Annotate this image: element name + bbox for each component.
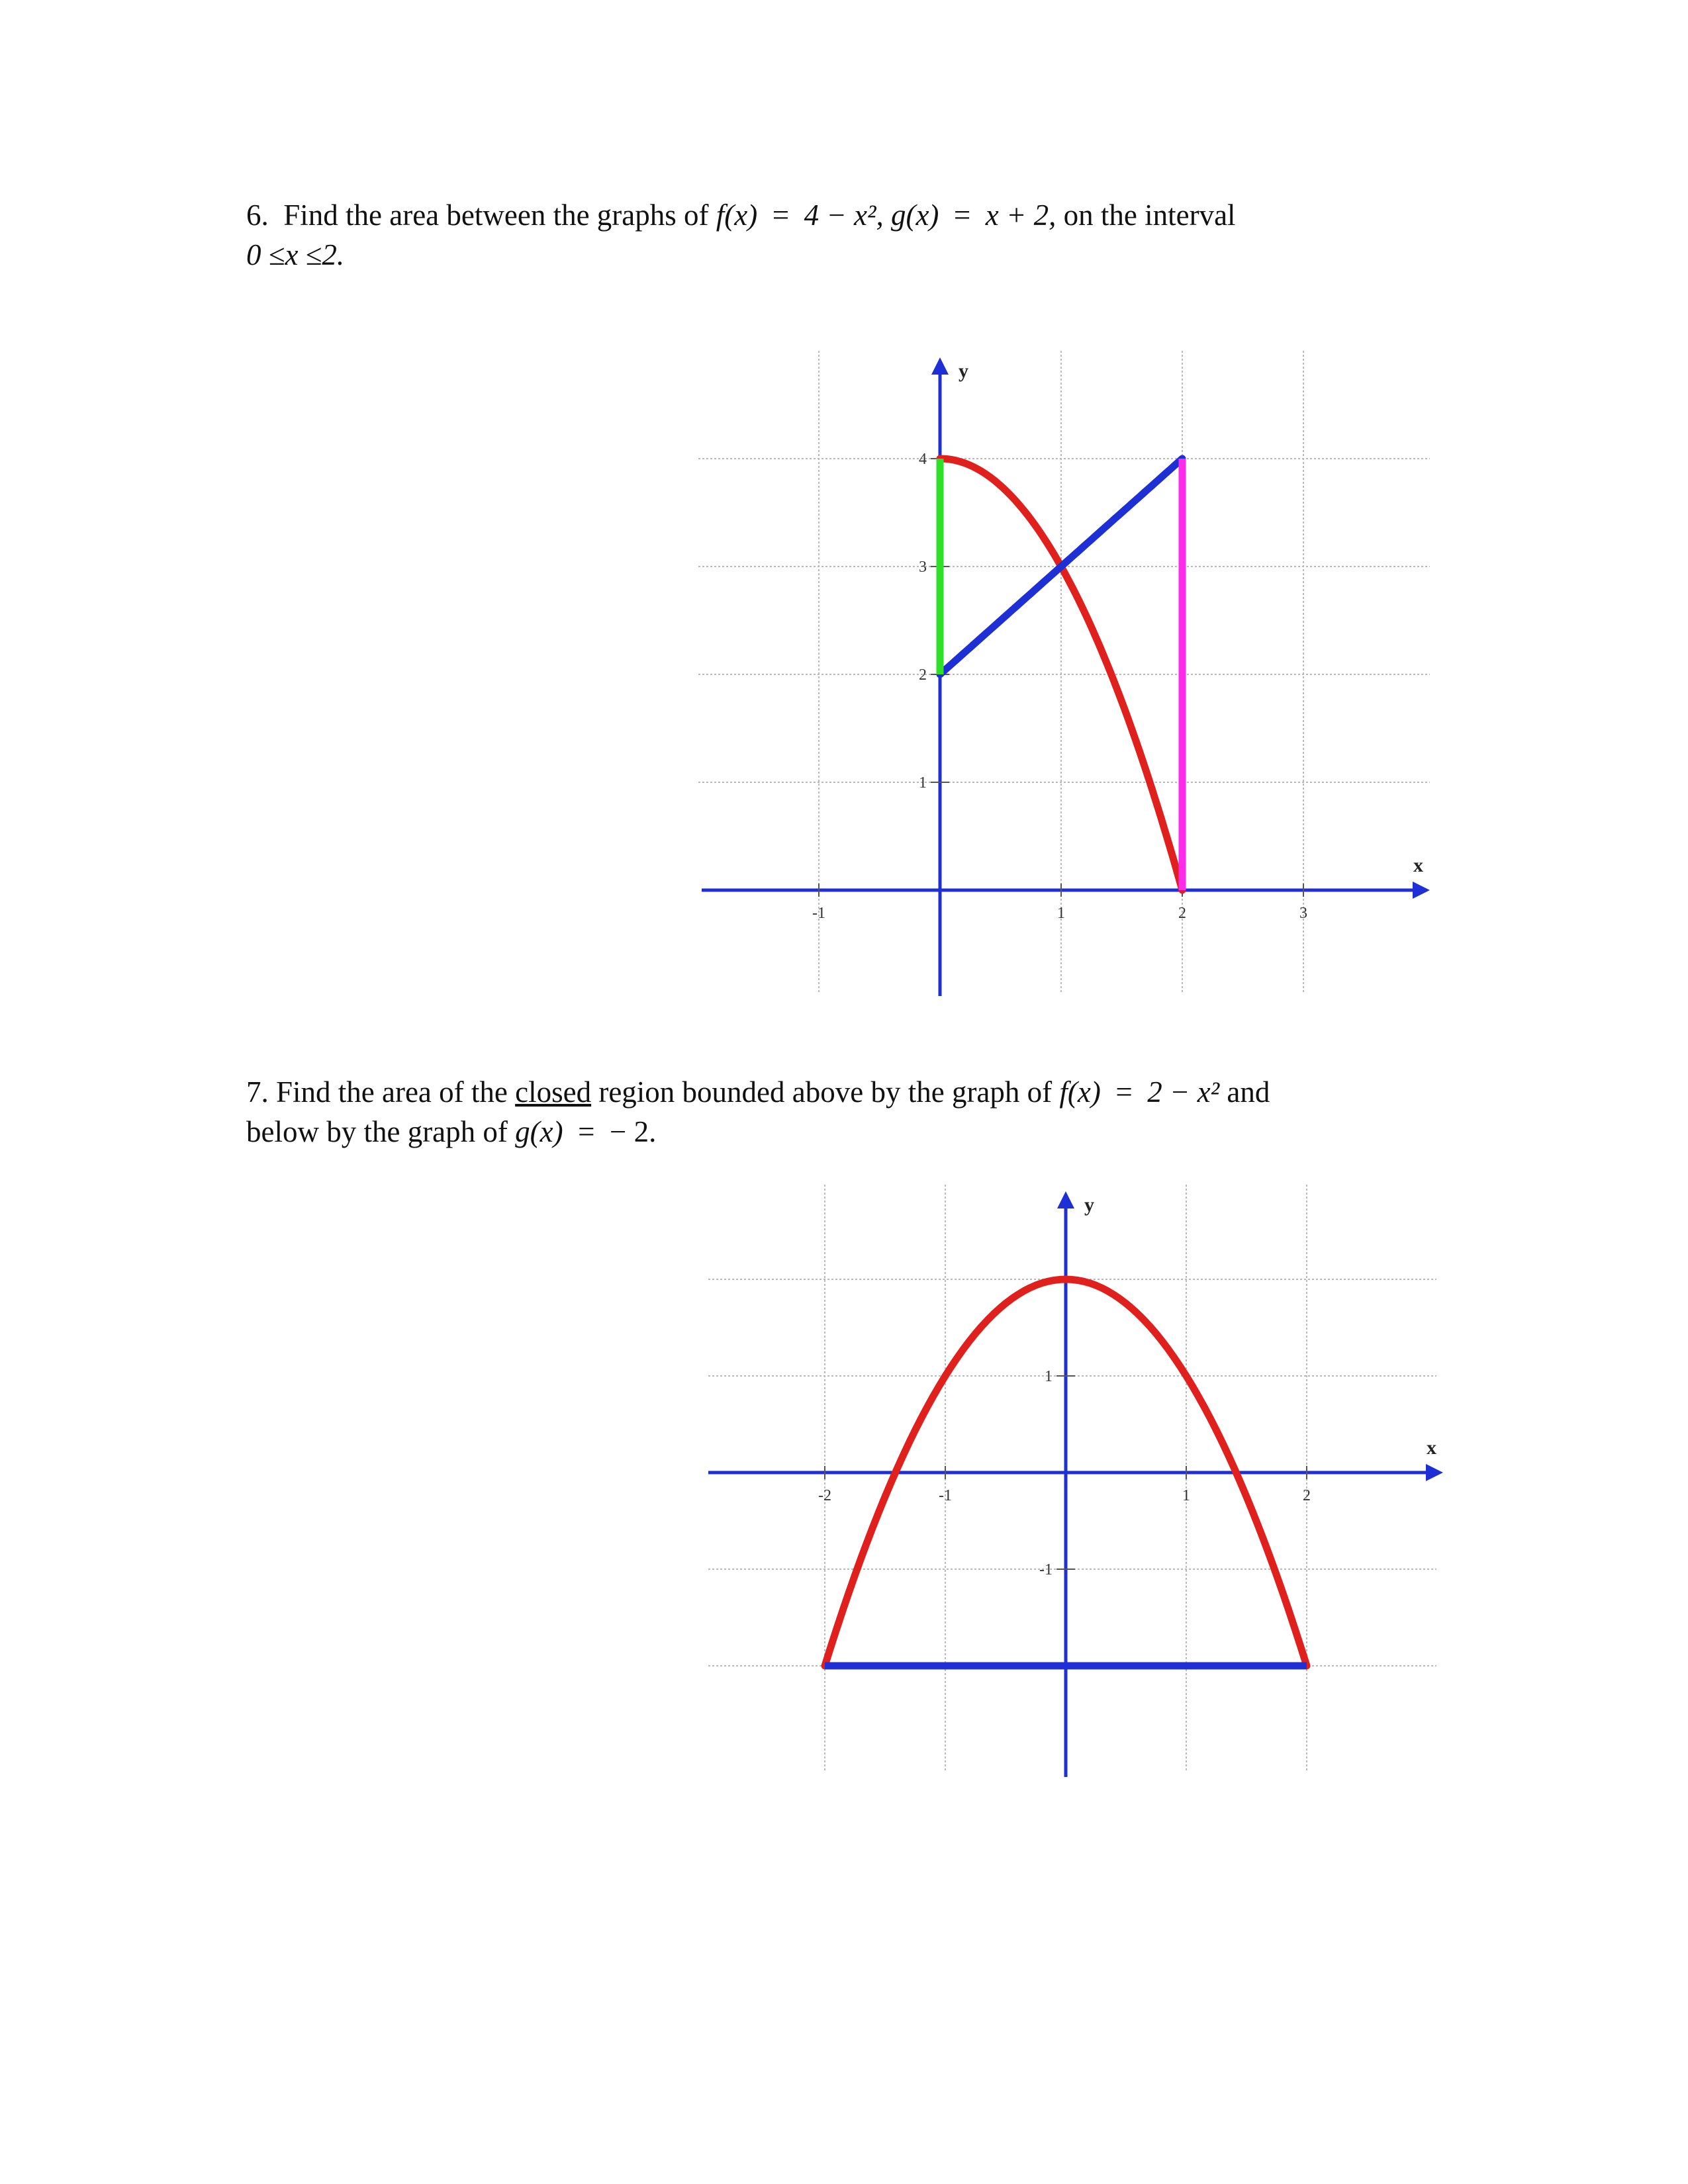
equals-sign: = (772, 199, 790, 232)
x-tick-label: 1 (1182, 1487, 1190, 1504)
f-name: f(x) (1059, 1075, 1101, 1109)
y-tick-label: 2 (919, 666, 927, 684)
g-name: g(x) (515, 1115, 563, 1148)
problem-text: region bounded above by the graph of (598, 1075, 1053, 1109)
x-axis-arrow-icon (1426, 1464, 1443, 1481)
x-tick-label: 2 (1178, 905, 1186, 922)
x-tick-label: 2 (1303, 1487, 1311, 1504)
y-axis-label: y (1084, 1194, 1094, 1216)
problem-6-line-2 (246, 235, 1438, 275)
y-tick-label: 3 (919, 559, 927, 576)
problem-text: Find the area between the graphs of (283, 199, 709, 232)
problem-7-line-1 (246, 1072, 1438, 1112)
f-expression: 4 − x², (804, 199, 884, 232)
x-tick-label: -2 (818, 1487, 831, 1504)
equals-sign: = (953, 199, 971, 232)
problem-number: 6. (246, 199, 269, 232)
problem-7 (246, 1072, 1438, 1152)
y-tick-label: 1 (1045, 1368, 1053, 1385)
underlined-word: closed (515, 1075, 592, 1109)
graph-problem-7 (702, 1178, 1463, 1787)
equals-sign: = (578, 1115, 595, 1148)
problem-7-line-2 (246, 1112, 1438, 1152)
y-axis-arrow-icon (1057, 1191, 1074, 1208)
problem-text: Find the area of the (276, 1075, 508, 1109)
graph-problem-6 (688, 344, 1450, 1006)
interval: 0 ≤x ≤2. (246, 238, 345, 271)
f-name: f(x) (716, 199, 758, 232)
equals-sign: = (1115, 1075, 1133, 1109)
x-axis-label: x (1427, 1437, 1436, 1459)
g-name: g(x) (890, 199, 939, 232)
problem-text: below by the graph of (246, 1115, 508, 1148)
y-axis-label: y (959, 360, 968, 382)
x-axis-label: x (1413, 854, 1423, 876)
problem-6-line-1 (246, 195, 1438, 235)
x-tick-label: -1 (812, 905, 825, 922)
problem-text: and (1227, 1075, 1270, 1109)
problem-number: 7. (246, 1075, 269, 1109)
y-axis-arrow-icon (931, 357, 949, 375)
y-tick-label: 4 (919, 451, 927, 468)
x-axis-arrow-icon (1413, 882, 1430, 899)
problem-6 (246, 195, 1438, 275)
x-tick-label: 3 (1299, 905, 1307, 922)
g-expression: − 2. (610, 1115, 657, 1148)
g-expression: x + 2, (985, 199, 1056, 232)
x-tick-label: 1 (1057, 905, 1065, 922)
problem-text: on the interval (1063, 199, 1236, 232)
x-tick-label: -1 (939, 1487, 952, 1504)
y-tick-label: 1 (919, 774, 927, 792)
y-tick-label: -1 (1039, 1561, 1053, 1578)
f-expression: 2 − x² (1147, 1075, 1220, 1109)
